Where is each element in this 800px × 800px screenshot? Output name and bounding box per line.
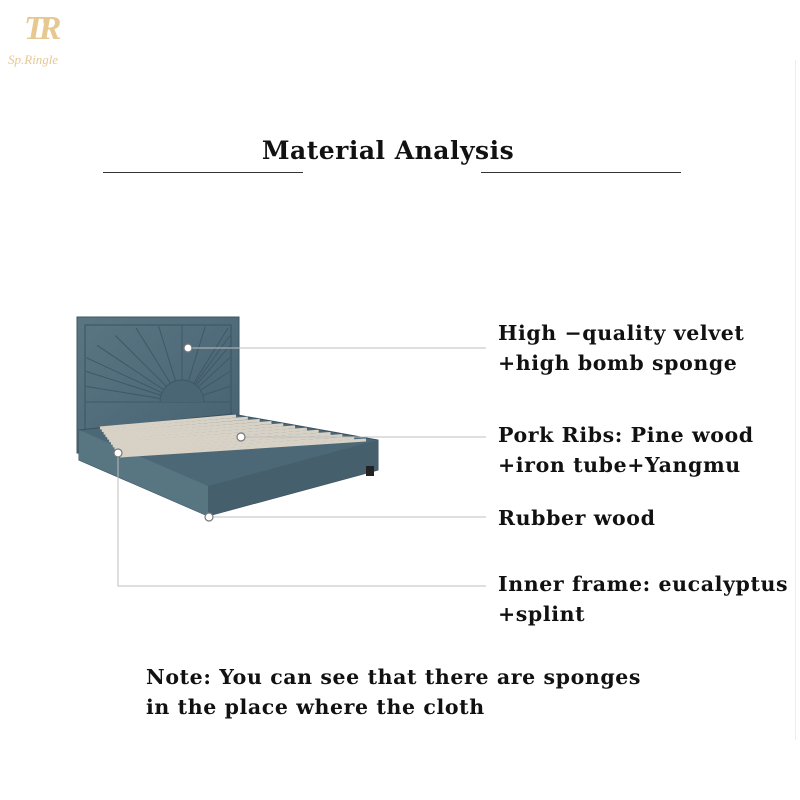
page-title: Material Analysis [261,136,515,165]
callout-ribs-line2: +iron tube+Yangmu [498,453,741,477]
callout-ribs [498,420,754,480]
callout-inner-frame [498,569,788,629]
callout-ribs-line1: Pork Ribs: Pine wood [498,423,754,447]
marker-inner-frame [114,449,122,457]
marker-ribs [237,433,245,441]
callout-velvet [498,318,745,378]
callout-rubber-wood-line1: Rubber wood [498,506,656,530]
brand-name: Sp.Ringle [8,52,59,67]
marker-leg [205,513,213,521]
note-text [146,662,641,722]
callout-inner-frame-line2: +splint [498,602,586,626]
marker-velvet [184,344,192,352]
callout-velvet-line2: +high bomb sponge [498,351,738,375]
note-line2: in the place where the cloth [146,695,485,719]
callout-rubber-wood [498,503,656,533]
callout-inner-frame-line1: Inner frame: eucalyptus [498,572,789,596]
callout-velvet-line1: High −quality velvet [498,321,745,345]
brand-monogram: TR [24,10,56,47]
note-line1: Note: You can see that there are sponges [146,665,642,689]
page-edge-divider [795,60,796,740]
